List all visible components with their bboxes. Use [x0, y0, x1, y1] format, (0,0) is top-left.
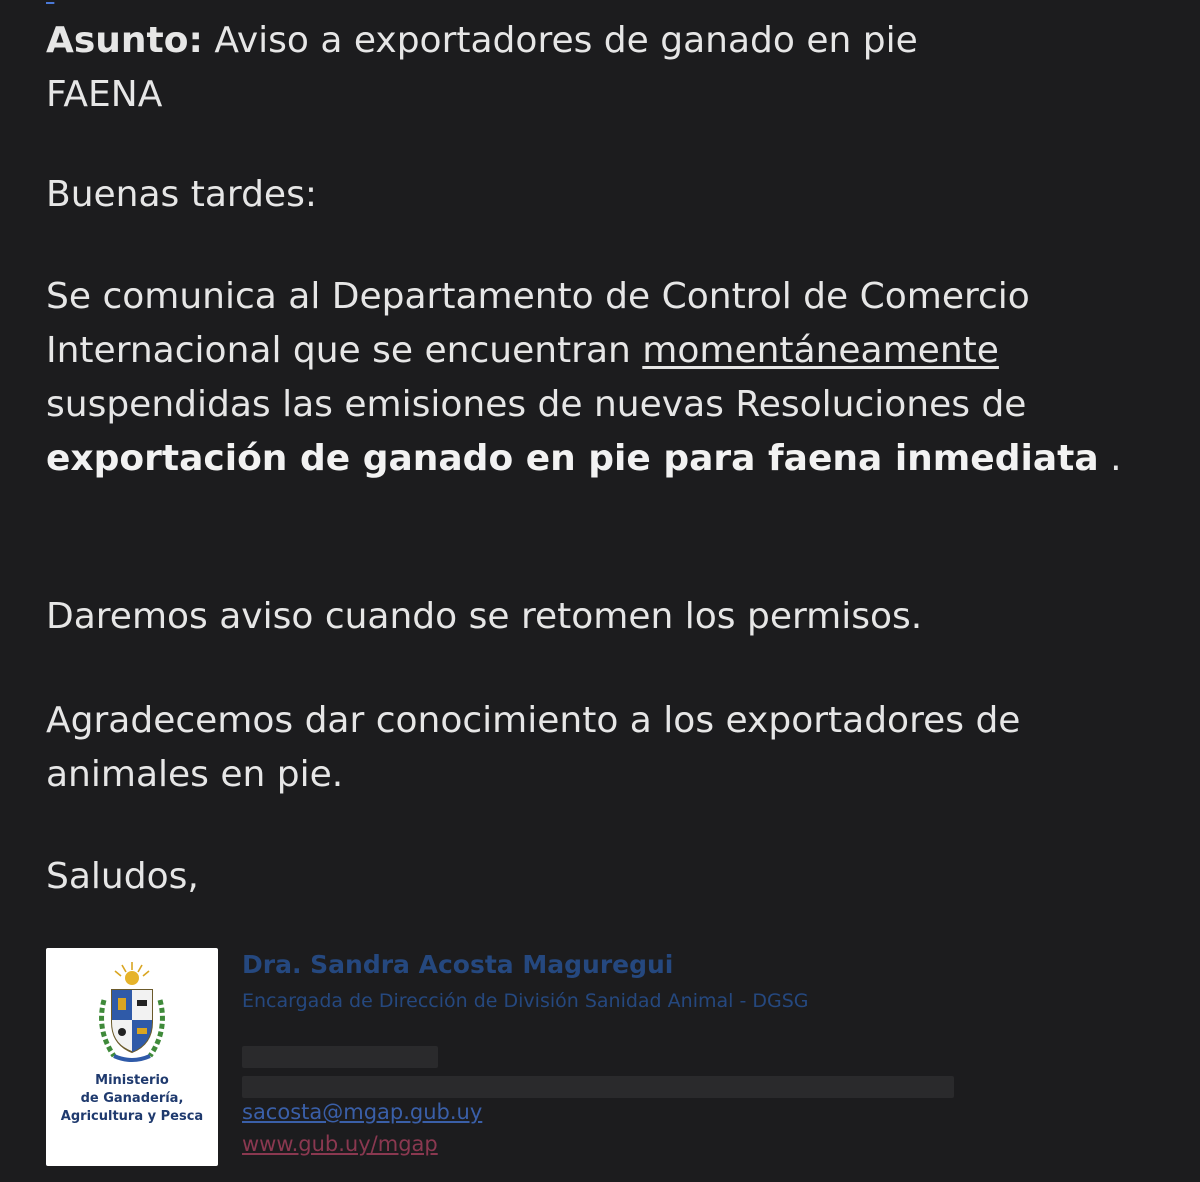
email-greeting: Buenas tardes: [46, 174, 317, 215]
subject-line2: FAENA [46, 74, 163, 115]
email-notice: Daremos aviso cuando se retomen los permisos. [46, 596, 923, 637]
signature-address-obscured [242, 1076, 954, 1098]
logo-line-3: Agricultura y Pesca [60, 1109, 204, 1124]
logo-line-1: Ministerio [95, 1073, 169, 1088]
email-thanks: Agradecemos dar conocimiento a los exportadores de animales en pie. [46, 700, 1021, 795]
body-text-part3: . [1098, 438, 1122, 479]
body-text-part1: Se comunica al Departamento de Control de Comercio Internacional que se encuentran [46, 276, 1030, 371]
email-signature [46, 948, 1166, 1168]
subject-label: Asunto: [46, 20, 203, 61]
recipient-link-cutoff[interactable] [46, 0, 506, 6]
email-main-paragraph [46, 270, 1166, 486]
signature-phone-obscured [242, 1046, 438, 1068]
signature-website-link[interactable]: www.gub.uy/mgap [242, 1132, 438, 1156]
ministry-logo-text [46, 1072, 218, 1126]
email-subject [46, 14, 1166, 122]
ministry-logo [46, 948, 218, 1166]
signature-name: Dra. Sandra Acosta Maguregui [242, 950, 674, 979]
body-bold-phrase: exportación de ganado en pie para faena inmediata [46, 438, 1099, 479]
signature-email-link[interactable]: sacosta@mgap.gub.uy [242, 1100, 483, 1124]
uruguay-coat-of-arms-icon [90, 960, 174, 1068]
email-closing: Saludos, [46, 856, 199, 897]
body-text-part2: suspendidas las emisiones de nuevas Resoluciones de [46, 384, 1027, 425]
body-underlined-word: momentáneamente [642, 330, 999, 371]
logo-line-2: de Ganadería, [80, 1091, 184, 1106]
subject-text: Aviso a exportadores de ganado en pie [202, 20, 918, 61]
signature-role: Encargada de Dirección de División Sanidad Animal - DGSG [242, 990, 809, 1012]
